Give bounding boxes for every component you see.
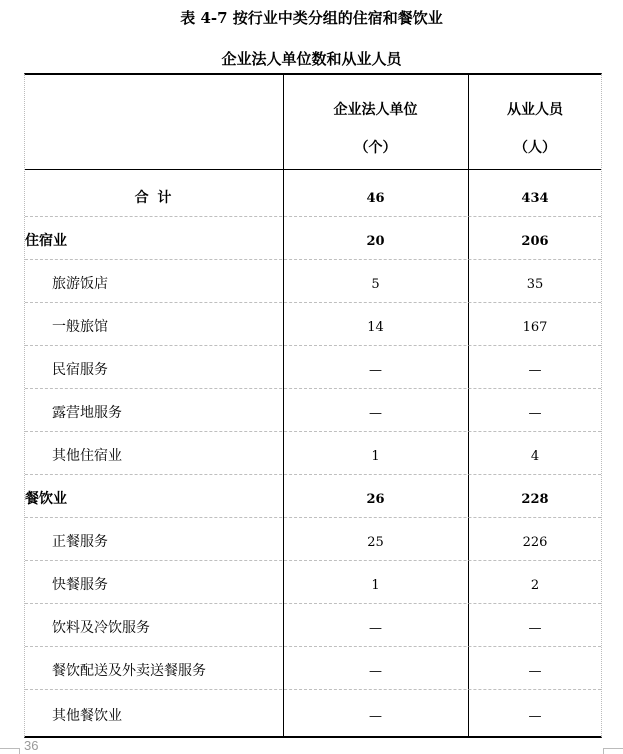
row-label: 快餐服务 [52, 577, 108, 593]
cell-employees: — [528, 621, 542, 636]
cell-employees: 4 [530, 449, 540, 464]
header-employees-unit: （人） [514, 140, 556, 156]
data-table [24, 73, 602, 738]
crop-mark [603, 748, 623, 754]
page-number: 36 [24, 738, 39, 753]
cell-units: 1 [371, 578, 380, 593]
cell-units: 1 [371, 449, 380, 464]
table-row [25, 435, 601, 478]
table-row-category [25, 220, 601, 263]
table-title: 表 4-7 按行业中类分组的住宿和餐饮业 [180, 9, 443, 27]
table-row [25, 263, 601, 306]
cell-units: 25 [367, 535, 384, 550]
cell-employees: 35 [526, 277, 544, 292]
cell-employees: — [528, 363, 542, 378]
cell-employees: — [528, 709, 542, 724]
cell-units: — [369, 664, 382, 679]
cell-units: 46 [366, 191, 385, 206]
table-row [25, 650, 601, 693]
cell-employees: — [528, 664, 542, 679]
row-label: 其他餐饮业 [52, 708, 122, 724]
table-row [25, 306, 601, 349]
row-label: 合 计 [134, 190, 174, 206]
table-row [25, 695, 601, 738]
header-units-unit: （个） [354, 140, 397, 156]
table-row [25, 349, 601, 392]
table-row [25, 392, 601, 435]
cell-employees: 226 [522, 535, 548, 550]
row-label: 住宿业 [25, 233, 67, 249]
cell-employees: 206 [521, 234, 549, 249]
cell-units: — [369, 709, 382, 724]
cell-employees: 434 [521, 191, 549, 206]
row-label: 正餐服务 [52, 534, 108, 550]
cell-units: 5 [371, 277, 380, 292]
cell-employees: 2 [530, 578, 540, 593]
row-label: 民宿服务 [52, 362, 108, 378]
table-row-category [25, 478, 601, 521]
cell-employees: 167 [522, 320, 548, 335]
table-row-total [25, 177, 601, 220]
cell-units: — [369, 406, 382, 421]
cell-units: 20 [366, 234, 385, 249]
table-subtitle: 企业法人单位数和从业人员 [221, 50, 402, 68]
header-employees-name: 从业人员 [507, 102, 563, 118]
row-label: 一般旅馆 [52, 319, 108, 335]
row-label: 其他住宿业 [52, 448, 122, 464]
row-label: 饮料及冷饮服务 [52, 620, 150, 636]
cell-units: 26 [366, 492, 385, 507]
table-row [25, 521, 601, 564]
cell-units: 14 [367, 320, 384, 335]
cell-employees: 228 [521, 492, 549, 507]
row-label: 露营地服务 [52, 405, 122, 421]
cell-units: — [369, 363, 382, 378]
row-label: 餐饮业 [25, 491, 67, 507]
crop-mark [0, 748, 20, 754]
header-divider [25, 169, 601, 170]
row-label: 餐饮配送及外卖送餐服务 [52, 663, 206, 679]
cell-units: — [369, 621, 382, 636]
cell-employees: — [528, 406, 542, 421]
table-row [25, 607, 601, 650]
header-units-name: 企业法人单位 [333, 102, 418, 118]
row-label: 旅游饭店 [52, 276, 108, 292]
table-row [25, 564, 601, 607]
